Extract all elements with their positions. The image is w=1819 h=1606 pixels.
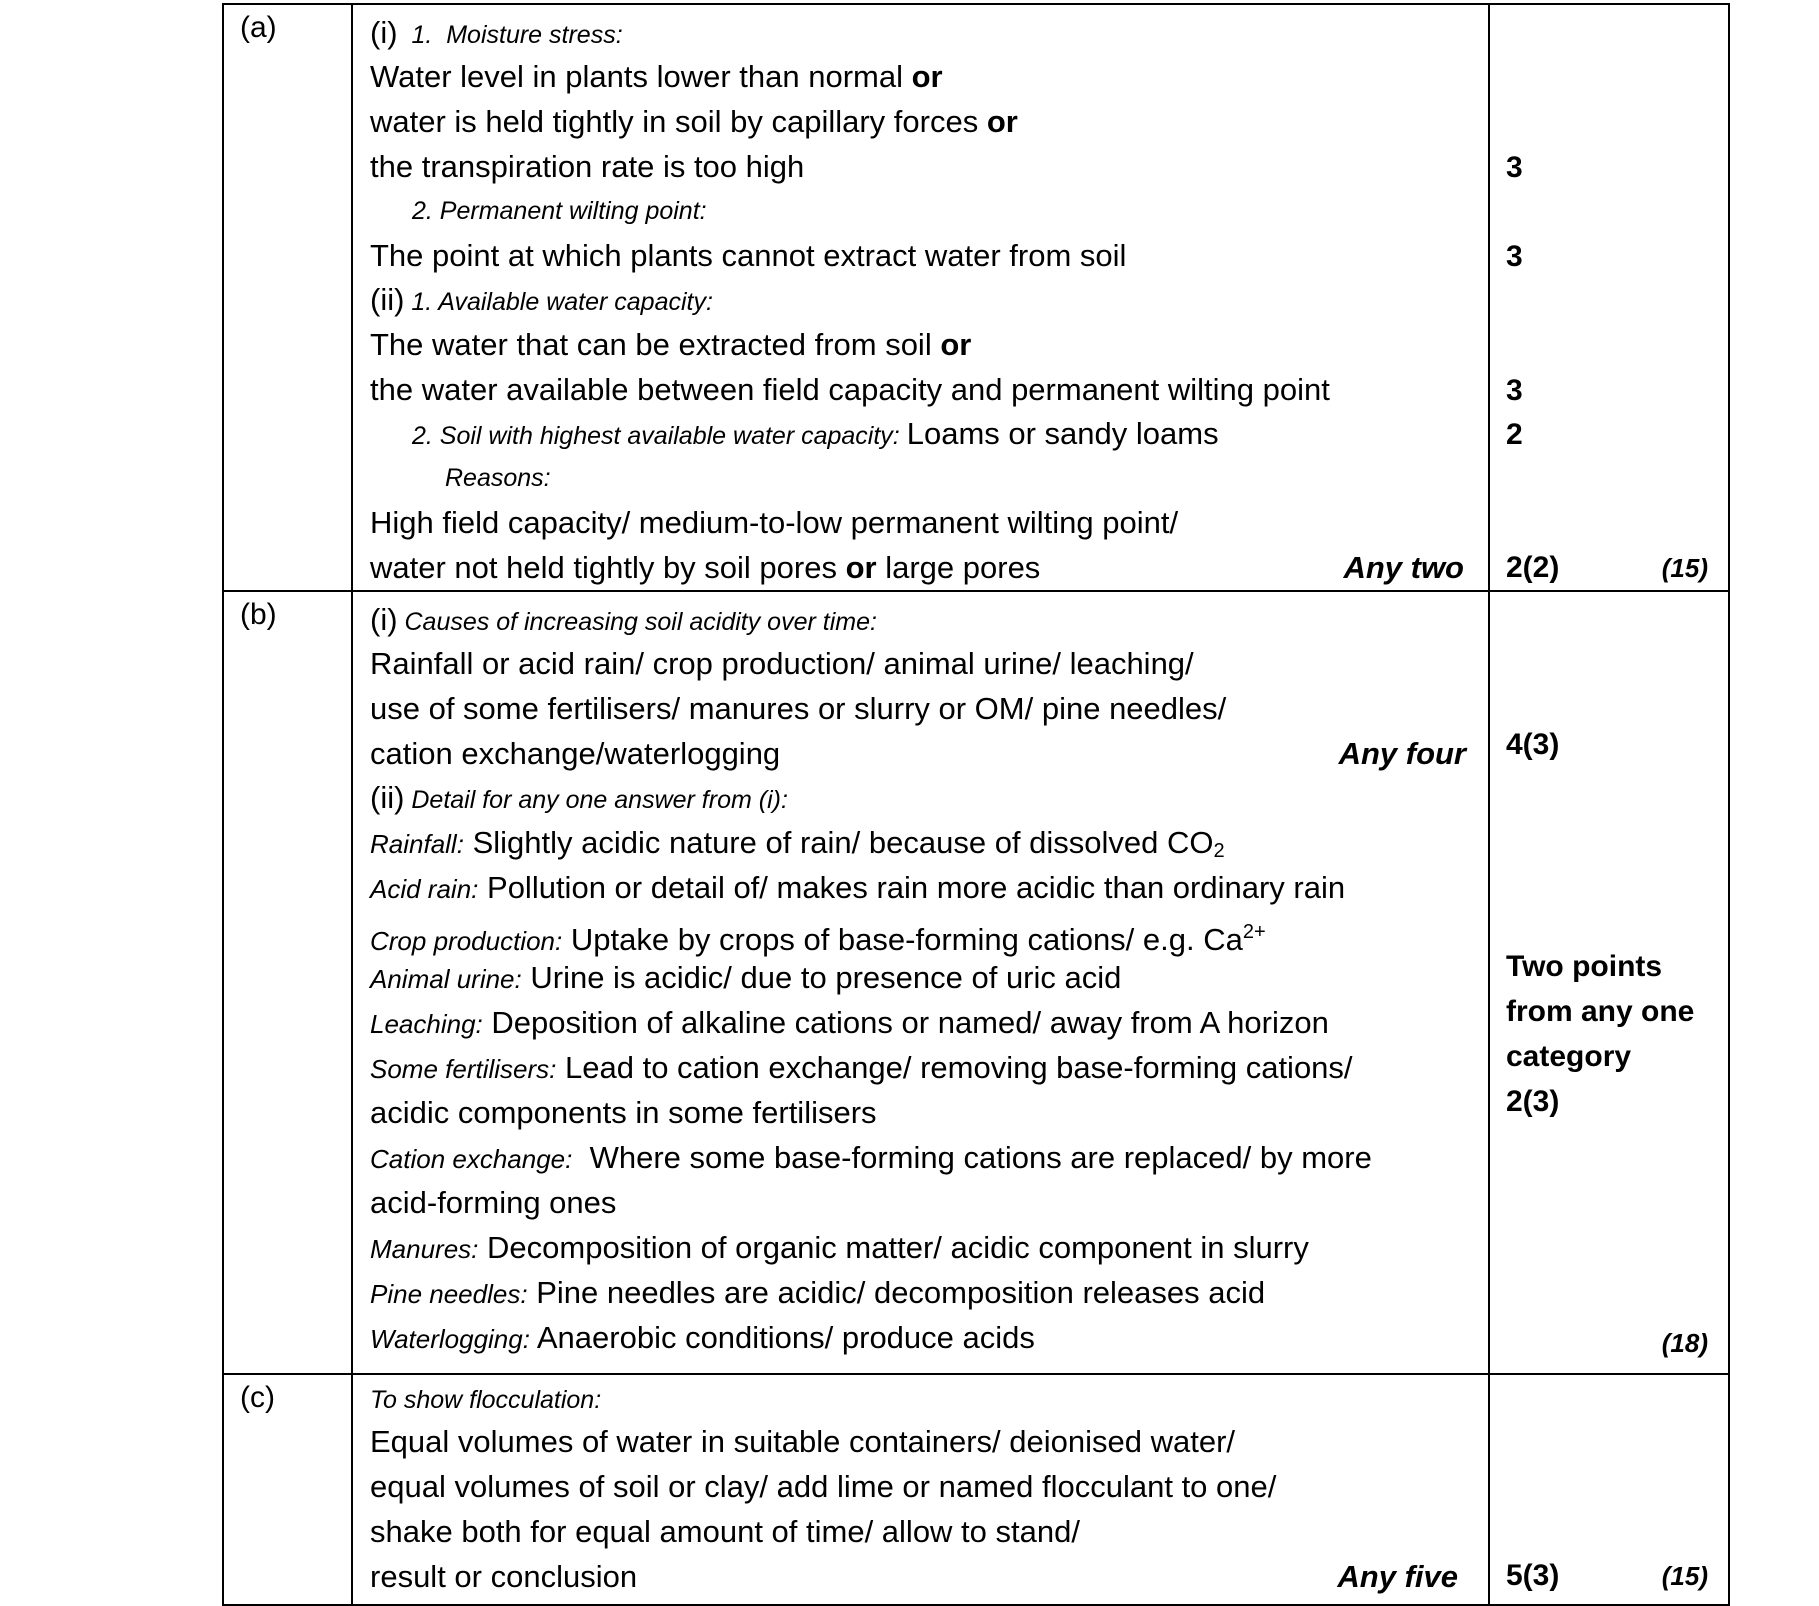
detail-animal-urine: Animal urine: Urine is acidic/ due to presence of uric acid (370, 960, 1122, 995)
part-label-b: (b) (223, 591, 352, 1374)
detail-manures: Manures: Decomposition of organic matter/ acidic component in slurry (370, 1230, 1309, 1265)
awc-line-2: the water available between field capacity and permanent wilting point (370, 372, 1330, 407)
awc-line-1: The water that can be extracted from soil or (370, 327, 972, 362)
moisture-line-1: Water level in plants lower than normal or (370, 59, 943, 94)
marks-cell-a (1489, 4, 1729, 591)
mark-awc: 3 (1506, 374, 1523, 407)
answer-cell-a (352, 4, 1489, 591)
total-a: (15) (1661, 553, 1708, 583)
flocculation-heading: To show flocculation: (370, 1386, 602, 1414)
detail-leaching: Leaching: Deposition of alkaline cations or named/ away from A horizon (370, 1005, 1329, 1040)
moisture-line-3: the transpiration rate is too high (370, 149, 805, 184)
detail-cation-exchange: Cation exchange: Where some base-forming cations are replaced/ by more (370, 1140, 1372, 1175)
mark-soil: 2 (1506, 418, 1523, 451)
detail-cation-exchange-cont: acid-forming ones (370, 1185, 617, 1220)
detail-fertilisers-cont: acidic components in some fertilisers (370, 1095, 877, 1130)
soil-heading: 2. Soil with highest available water capacity: Loams or sandy loams (412, 416, 1219, 451)
row-b (223, 591, 1729, 1374)
total-b: (18) (1661, 1328, 1708, 1358)
qualifier-any-five: Any five (1337, 1559, 1458, 1594)
row-c (223, 1374, 1729, 1605)
pwp-line: The point at which plants cannot extract water from soil (370, 238, 1127, 273)
row-a (223, 4, 1729, 591)
answer-cell-c (352, 1374, 1489, 1605)
marking-scheme-sheet (222, 3, 1708, 1604)
mark-pwp: 3 (1506, 240, 1523, 273)
marking-scheme-table (222, 3, 1730, 1606)
detail-pine-needles: Pine needles: Pine needles are acidic/ decomposition releases acid (370, 1275, 1266, 1310)
reasons-heading: Reasons: (445, 464, 551, 492)
awc-heading: (ii) 1. Available water capacity: (370, 282, 713, 317)
causes-line-2: use of some fertilisers/ manures or slurry or OM/ pine needles/ (370, 691, 1227, 726)
mark-causes: 4(3) (1506, 728, 1560, 761)
detail-rainfall: Rainfall: Slightly acidic nature of rain/ because of dissolved $CO_2$ (370, 825, 1225, 862)
mark-detail-line-1: Two points (1506, 950, 1663, 983)
marks-cell-b (1489, 591, 1729, 1374)
marks-cell-c (1489, 1374, 1729, 1605)
detail-waterlogging: Waterlogging: Anaerobic conditions/ produce acids (370, 1320, 1035, 1355)
detail-crop-production: Crop production: Uptake by crops of base-forming cations/ e.g. $Ca^{2+}$ (370, 921, 1266, 957)
flocculation-line-4: result or conclusion Any five (370, 1554, 1488, 1599)
answer-cell-b (352, 591, 1489, 1374)
flocculation-line-3: shake both for equal amount of time/ allow to stand/ (370, 1514, 1080, 1549)
part-label-c: (c) (223, 1374, 352, 1605)
qualifier-any-two: Any two (1343, 550, 1464, 585)
mark-moisture: 3 (1506, 151, 1523, 184)
detail-fertilisers: Some fertilisers: Lead to cation exchange/ removing base-forming cations/ (370, 1050, 1353, 1085)
causes-heading: (i) Causes of increasing soil acidity over time: (370, 602, 877, 637)
mark-detail-line-2: from any one (1506, 995, 1695, 1028)
causes-line-1: Rainfall or acid rain/ crop production/ animal urine/ leaching/ (370, 646, 1194, 681)
reasons-line-2: water not held tightly by soil pores or large pores Any two (370, 545, 1488, 590)
moisture-line-2: water is held tightly in soil by capillary forces or (370, 104, 1018, 139)
mark-detail-line-4: 2(3) (1506, 1085, 1560, 1118)
moisture-heading: (i) 1. Moisture stress: (370, 15, 623, 50)
part-label-a: (a) (223, 4, 352, 591)
total-c: (15) (1661, 1561, 1708, 1591)
mark-reasons: 2(2) (1506, 551, 1560, 584)
detail-acid-rain: Acid rain: Pollution or detail of/ makes rain more acidic than ordinary rain (370, 870, 1346, 905)
flocculation-line-2: equal volumes of soil or clay/ add lime or named flocculant to one/ (370, 1469, 1277, 1504)
reasons-line-1: High field capacity/ medium-to-low permanent wilting point/ (370, 505, 1179, 540)
detail-heading: (ii) Detail for any one answer from (i): (370, 780, 788, 815)
mark-detail-line-3: category (1506, 1040, 1632, 1073)
mark-flocculation: 5(3) (1506, 1559, 1560, 1592)
causes-line-3: cation exchange/waterlogging Any four (370, 731, 1488, 776)
pwp-heading: 2. Permanent wilting point: (412, 197, 707, 225)
qualifier-any-four: Any four (1338, 736, 1466, 771)
flocculation-line-1: Equal volumes of water in suitable containers/ deionised water/ (370, 1424, 1236, 1459)
